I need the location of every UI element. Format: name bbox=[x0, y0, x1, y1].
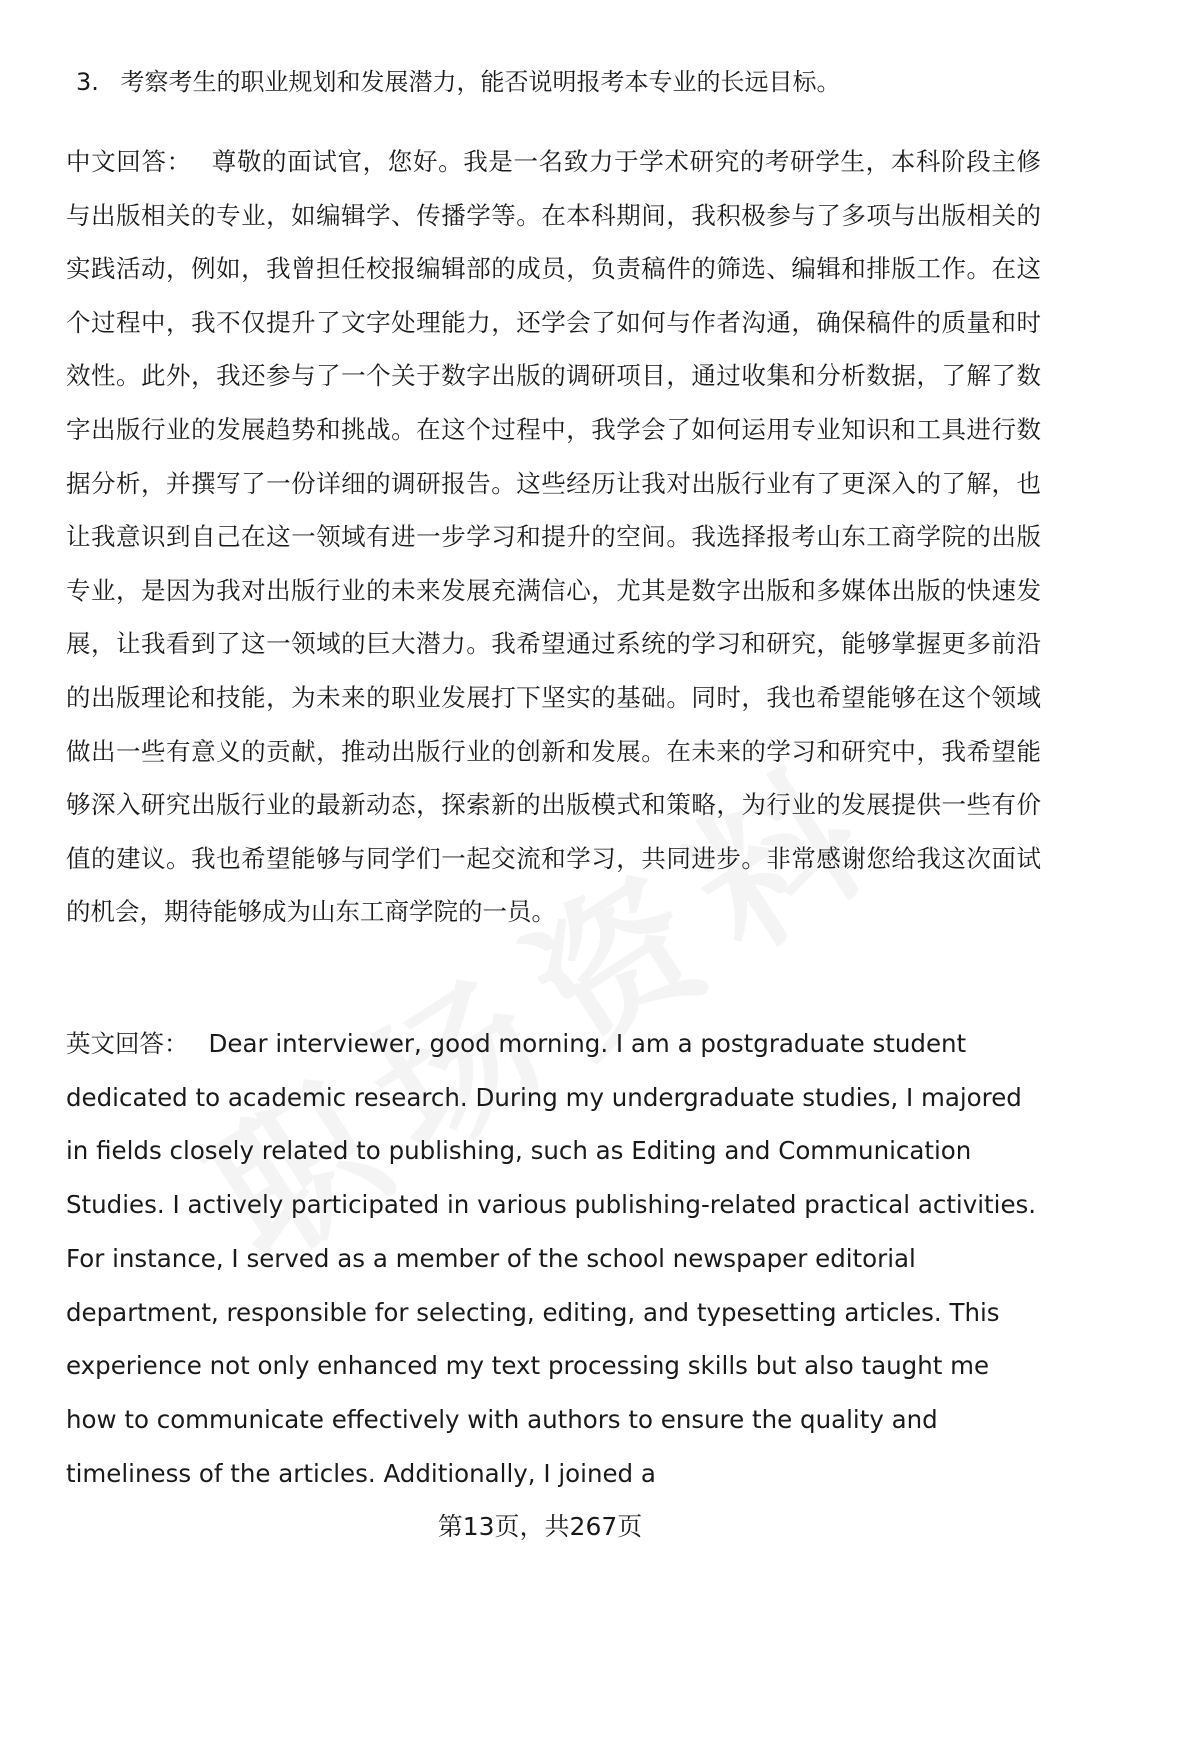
english-answer bbox=[66, 1017, 1041, 1500]
chinese-answer-label: 中文回答： bbox=[66, 147, 192, 176]
question-text: 考察考生的职业规划和发展潜力，能否说明报考本专业的长远目标。 bbox=[120, 68, 841, 96]
english-answer-label: 英文回答： bbox=[66, 1029, 189, 1058]
question-number: 3. bbox=[76, 68, 99, 96]
page-number: 第13页，共267页 bbox=[437, 1512, 643, 1541]
question-item bbox=[76, 60, 1036, 104]
english-answer-text: Dear interviewer, good morning. I am a postgraduate student dedicated to academic research. During my undergraduate studies, I majored in fields closely related to publishing, such as Editing and Communication Studies. I actively participated in various publishing-related practical activities. For instance, I served as a member of the school newspaper editorial department, responsible for selecting, editing, and typesetting articles. This experience not only enhanced my text processing skills but also taught me how to communicate effectively with authors to ensure the quality and timeliness of the articles. Additionally, I joined a bbox=[66, 1029, 1037, 1488]
chinese-answer bbox=[66, 135, 1041, 939]
chinese-answer-text: 尊敬的面试官，您好。我是一名致力于学术研究的考研学生，本科阶段主修与出版相关的专业，如编辑学、传播学等。在本科期间，我积极参与了多项与出版相关的实践活动，例如，我曾担任校报编辑部的成员，负责稿件的筛选、编辑和排版工作。在这个过程中，我不仅提升了文字处理能力，还学会了如何与作者沟通，确保稿件的质量和时效性。此外，我还参与了一个关于数字出版的调研项目，通过收集和分析数据，了解了数字出版行业的发展趋势和挑战。在这个过程中，我学会了如何运用专业知识和工具进行数据分析，并撰写了一份详细的调研报告。这些经历让我对出版行业有了更深入的了解，也让我意识到自己在这一领域有进一步学习和提升的空间。我选择报考山东工商学院的出版专业，是因为我对出版行业的未来发展充满信心，尤其是数字出版和多媒体出版的快速发展，让我看到了这一领域的巨大潜力。我希望通过系统的学习和研究，能够掌握更多前沿的出版理论和技能，为未来的职业发展打下坚实的基础。同时，我也希望能够在这个领域做出一些有意义的贡献，推动出版行业的创新和发展。在未来的学习和研究中，我希望能够深入研究出版行业的最新动态，探索新的出版模式和策略，为行业的发展提供一些有价值的建议。我也希望能够与同学们一起交流和学习，共同进步。非常感谢您给我这次面试的机会，期待能够成为山东工商学院的一员。 bbox=[66, 147, 1042, 927]
